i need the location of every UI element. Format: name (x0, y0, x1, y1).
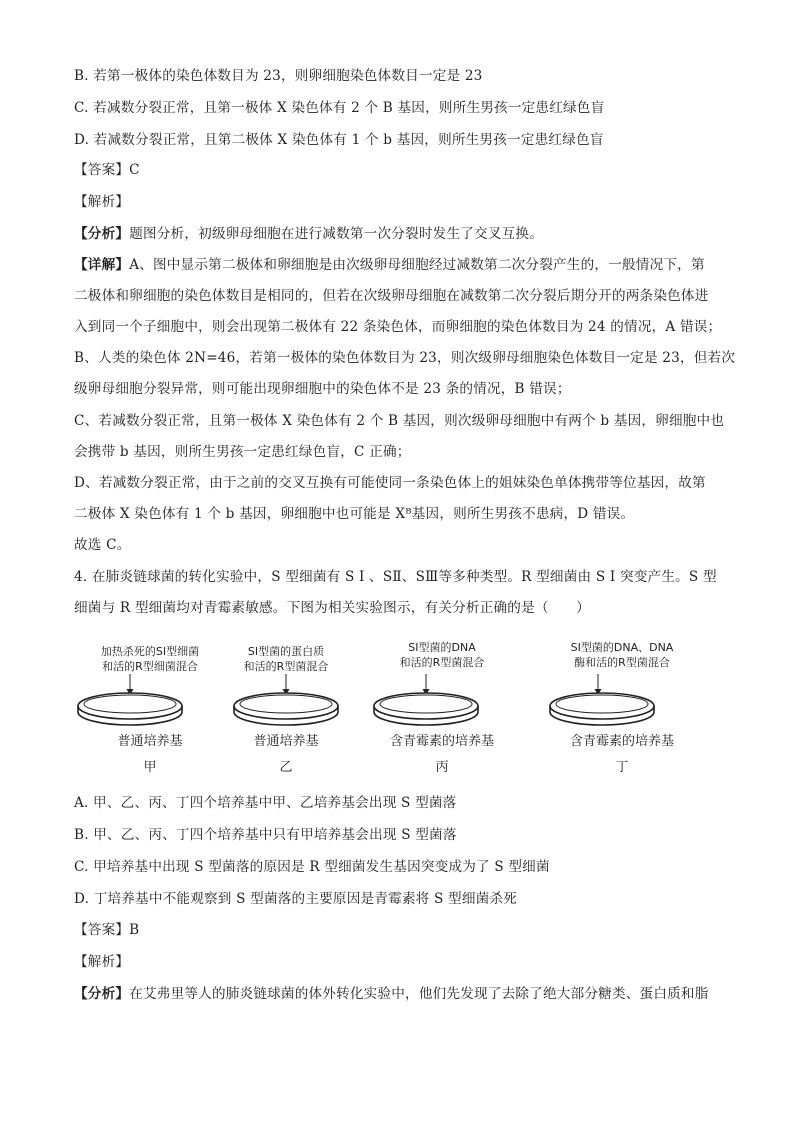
dish-caption-2: 酶和活的R型菌混合 (574, 656, 670, 669)
xiangjie-tag: 【详解】 (74, 257, 130, 273)
dish-caption-2: 和活的R型菌混合 (243, 660, 329, 673)
fenxi-paragraph-2 (74, 984, 734, 1004)
question-4-stem-1: 4. 在肺炎链球菌的转化实验中，S 型细菌有 S Ⅰ 、SⅡ、SⅢ等多种类型。R 型细菌由 S Ⅰ 突变产生。S 型 (74, 569, 717, 585)
fenxi-text: 题图分析，初级卵母细胞在进行减数第一次分裂时发生了交叉互换。 (129, 226, 543, 242)
option-a: A. 甲、乙、丙、丁四个培养基中甲、乙培养基会出现 S 型菌落 (74, 795, 457, 811)
analysis-heading-2: 【解析】 (74, 954, 130, 970)
question-4-stem-2: 细菌与 R 型细菌均对青霉素敏感。下图为相关实验图示，有关分析正确的是（ ） (74, 600, 591, 616)
fenxi-tag: 【分析】 (74, 226, 130, 242)
option-b: B. 甲、乙、丙、丁四个培养基中只有甲培养基会出现 S 型菌落 (74, 827, 457, 843)
dish-caption-2: 和活的R型菌混合 (399, 656, 485, 669)
xiangjie-line-6: C、若减数分裂正常，且第一极体 X 染色体有 2 个 B 基因，则次级卵母细胞中有两个 b 基因，卵细胞中也 (74, 413, 725, 429)
dish-ding (542, 638, 702, 778)
option-d: D. 丁培养基中不能观察到 S 型菌落的主要原因是青霉素将 S 型细菌杀死 (74, 891, 517, 907)
dish-caption-2: 和活的R型细菌混合 (102, 660, 198, 673)
dish-medium: 含青霉素的培养基 (569, 734, 674, 749)
fenxi-text-2: 在艾弗里等人的肺炎链球菌的体外转化实验中，他们先发现了去除了绝大部分糖类、蛋白质和脂 (129, 986, 709, 1002)
dish-label: 丙 (435, 760, 449, 775)
xiangjie-line-1 (74, 255, 734, 275)
xiangjie-line-3: 入到同一个子细胞中，则会出现第二极体有 22 条染色体，而卵细胞的染色体数目为 24 的情况，A 错误； (74, 319, 722, 335)
option-d-prev: D. 若减数分裂正常，且第二极体 X 染色体有 1 个 b 基因，则所生男孩一定患红绿色盲 (74, 132, 604, 148)
dish-label: 甲 (143, 760, 157, 775)
petri-dish-icon (542, 668, 702, 728)
xiangjie-text-1: A、图中显示第二极体和卵细胞是由次级卵母细胞经过减数第二次分裂产生的，一般情况下，第 (129, 257, 705, 273)
xiangjie-line-8: D、若减数分裂正常，由于之前的交叉互换有可能使同一条染色体上的姐妹染色单体携带等位基因，故第 (74, 475, 706, 491)
dish-caption-1: SⅠ型菌的DNA、DNA (570, 641, 674, 654)
dish-caption-1: SⅠ型菌的蛋白质 (247, 645, 325, 658)
option-b-prev: B. 若第一极体的染色体数目为 23，则卵细胞染色体数目一定是 23 (74, 68, 483, 84)
option-c: C. 甲培养基中出现 S 型菌落的原因是 R 型细菌发生基因突变成为了 S 型细菌 (74, 859, 550, 875)
dish-caption-1: SⅠ型菌的DNA (408, 641, 476, 654)
xiangjie-line-7: 会携带 b 基因，则所生男孩一定患红绿色盲，C 正确； (74, 444, 411, 460)
xiangjie-line-4: B、人类的染色体 2N=46，若第一极体的染色体数目为 23，则次级卵母细胞染色体数目一定是 23，但若次 (74, 350, 736, 366)
dish-medium: 含青霉素的培养基 (389, 734, 494, 749)
dish-yi (206, 638, 366, 778)
fenxi-paragraph (74, 224, 734, 244)
xiangjie-line-5: 级卵母细胞分裂异常，则可能出现卵细胞中的染色体不是 23 条的情况，B 错误； (74, 381, 571, 397)
dish-bing (362, 638, 522, 778)
analysis-heading: 【解析】 (74, 194, 130, 210)
dish-label: 丁 (615, 760, 629, 775)
dish-label: 乙 (279, 760, 293, 775)
petri-dish-icon (362, 668, 522, 728)
xiangjie-line-9: 二极体 X 染色体有 1 个 b 基因，卵细胞中也可能是 Xᴮ基因，则所生男孩不患病，D 错误。 (74, 506, 635, 522)
conclusion: 故选 C。 (74, 537, 131, 553)
dish-medium: 普通培养基 (253, 734, 319, 749)
fenxi-tag-2: 【分析】 (74, 986, 130, 1002)
option-c-prev: C. 若减数分裂正常，且第一极体 X 染色体有 2 个 B 基因，则所生男孩一定患红绿色盲 (74, 100, 605, 116)
dish-medium: 普通培养基 (117, 734, 183, 749)
petri-dish-icon (206, 668, 366, 728)
experiment-figure (70, 638, 730, 778)
xiangjie-line-2: 二极体和卵细胞的染色体数目是相同的，但若在次级卵母细胞在减数第二次分裂后期分开的两条染色体进 (74, 288, 709, 304)
dish-caption-1: 加热杀死的SⅠ型细菌 (100, 645, 200, 658)
answer-prev: 【答案】C (74, 162, 140, 178)
answer: 【答案】B (74, 922, 140, 938)
